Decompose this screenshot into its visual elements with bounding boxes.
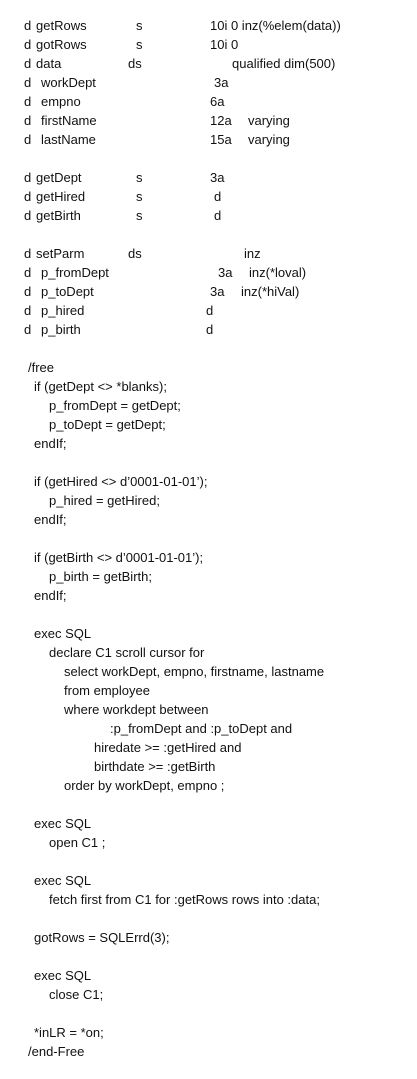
- code-text: exec SQL: [34, 626, 92, 641]
- spec-line: [0, 16, 417, 35]
- code-line: [0, 358, 417, 377]
- code-line: [0, 624, 417, 643]
- field-definition: 3a: [210, 170, 225, 185]
- field-name: lastName: [41, 132, 96, 147]
- code-line: [0, 491, 417, 510]
- code-line: [0, 928, 417, 947]
- spec-prefix: d: [24, 56, 32, 71]
- spec-prefix: d: [24, 265, 32, 280]
- code-line: [0, 662, 417, 681]
- source-code-listing: [0, 16, 417, 1061]
- spec-prefix: d: [24, 18, 32, 33]
- code-line: [0, 567, 417, 586]
- spec-line: [0, 111, 417, 130]
- field-keyword: inz(*loval): [249, 265, 307, 280]
- code-line: [0, 434, 417, 453]
- code-line: [0, 833, 417, 852]
- code-text: gotRows = SQLErrd(3);: [34, 930, 170, 945]
- spec-line: [0, 168, 417, 187]
- blank-line: [0, 1004, 417, 1023]
- field-definition: 10i 0 inz(%elem(data)): [210, 18, 341, 33]
- spec-prefix: d: [24, 303, 32, 318]
- code-line: [0, 966, 417, 985]
- blank-line: [0, 149, 417, 168]
- code-line: [0, 510, 417, 529]
- code-text: p_fromDept = getDept;: [49, 398, 181, 413]
- spec-prefix: d: [24, 132, 32, 147]
- field-type: ds: [128, 56, 142, 71]
- field-name: getRows: [36, 18, 87, 33]
- field-name: data: [36, 56, 62, 71]
- spec-line: [0, 130, 417, 149]
- code-text: /free: [28, 360, 55, 375]
- blank-line: [0, 529, 417, 548]
- blank-line: [0, 909, 417, 928]
- code-text: if (getDept <> *blanks);: [34, 379, 167, 394]
- spec-line: [0, 282, 417, 301]
- field-definition: d: [206, 322, 214, 337]
- code-text: open C1 ;: [49, 835, 106, 850]
- field-definition: 15a: [210, 132, 232, 147]
- field-definition: 12a: [210, 113, 232, 128]
- field-type: s: [136, 37, 143, 52]
- field-keyword: inz(*hiVal): [241, 284, 300, 299]
- field-keyword: varying: [248, 132, 290, 147]
- code-text: declare C1 scroll cursor for: [49, 645, 205, 660]
- field-definition: 3a: [218, 265, 233, 280]
- field-definition: 3a: [214, 75, 229, 90]
- field-definition: d: [206, 303, 214, 318]
- code-text: exec SQL: [34, 873, 92, 888]
- code-line: [0, 738, 417, 757]
- code-text: from employee: [64, 683, 150, 698]
- spec-line: [0, 187, 417, 206]
- code-text: if (getHired <> d’0001-01-01’);: [34, 474, 208, 489]
- code-line: [0, 1023, 417, 1042]
- code-text: hiredate >= :getHired and: [94, 740, 242, 755]
- code-text: order by workDept, empno ;: [64, 778, 225, 793]
- field-name: firstName: [41, 113, 97, 128]
- spec-line: [0, 301, 417, 320]
- code-text: :p_fromDept and :p_toDept and: [110, 721, 293, 736]
- field-type: s: [136, 208, 143, 223]
- code-text: endIf;: [34, 436, 67, 451]
- spec-prefix: d: [24, 322, 32, 337]
- field-name: getDept: [36, 170, 82, 185]
- field-definition: inz: [244, 246, 261, 261]
- code-line: [0, 377, 417, 396]
- code-line: [0, 719, 417, 738]
- code-line: [0, 890, 417, 909]
- field-definition: d: [214, 189, 222, 204]
- code-text: endIf;: [34, 512, 67, 527]
- spec-prefix: d: [24, 170, 32, 185]
- spec-line: [0, 54, 417, 73]
- code-text: p_hired = getHired;: [49, 493, 160, 508]
- field-type: s: [136, 170, 143, 185]
- field-type: s: [136, 18, 143, 33]
- spec-prefix: d: [24, 37, 32, 52]
- code-line: [0, 871, 417, 890]
- blank-line: [0, 852, 417, 871]
- code-line: [0, 548, 417, 567]
- spec-prefix: d: [24, 94, 32, 109]
- blank-line: [0, 947, 417, 966]
- spec-line: [0, 73, 417, 92]
- code-line: [0, 776, 417, 795]
- code-text: where workdept between: [64, 702, 209, 717]
- code-line: [0, 757, 417, 776]
- field-definition: 6a: [210, 94, 225, 109]
- spec-prefix: d: [24, 189, 32, 204]
- spec-line: [0, 92, 417, 111]
- code-text: /end-Free: [28, 1044, 85, 1059]
- field-definition: d: [214, 208, 222, 223]
- code-text: birthdate >= :getBirth: [94, 759, 216, 774]
- field-name: getHired: [36, 189, 86, 204]
- field-name: setParm: [36, 246, 85, 261]
- code-text: p_toDept = getDept;: [49, 417, 166, 432]
- blank-line: [0, 795, 417, 814]
- blank-line: [0, 605, 417, 624]
- blank-line: [0, 453, 417, 472]
- code-line: [0, 814, 417, 833]
- spec-line: [0, 320, 417, 339]
- spec-line: [0, 244, 417, 263]
- field-name: p_hired: [41, 303, 85, 318]
- field-name: gotRows: [36, 37, 87, 52]
- code-text: endIf;: [34, 588, 67, 603]
- field-keyword: varying: [248, 113, 290, 128]
- spec-line: [0, 263, 417, 282]
- code-line: [0, 700, 417, 719]
- code-line: [0, 415, 417, 434]
- field-definition: qualified dim(500): [232, 56, 336, 71]
- code-line: [0, 643, 417, 662]
- code-text: *inLR = *on;: [34, 1025, 104, 1040]
- code-text: fetch first from C1 for :getRows rows into :data;: [49, 892, 320, 907]
- code-text: exec SQL: [34, 816, 92, 831]
- spec-line: [0, 206, 417, 225]
- field-definition: 3a: [210, 284, 225, 299]
- spec-prefix: d: [24, 208, 32, 223]
- field-name: getBirth: [36, 208, 81, 223]
- code-line: [0, 472, 417, 491]
- spec-prefix: d: [24, 246, 32, 261]
- code-line: [0, 681, 417, 700]
- code-text: select workDept, empno, firstname, lastname: [64, 664, 325, 679]
- field-type: ds: [128, 246, 142, 261]
- code-line: [0, 985, 417, 1004]
- blank-line: [0, 339, 417, 358]
- code-line: [0, 586, 417, 605]
- code-line: [0, 1042, 417, 1061]
- field-type: s: [136, 189, 143, 204]
- spec-prefix: d: [24, 113, 32, 128]
- field-name: empno: [41, 94, 81, 109]
- field-name: p_birth: [41, 322, 81, 337]
- spec-prefix: d: [24, 284, 32, 299]
- code-text: close C1;: [49, 987, 104, 1002]
- field-definition: 10i 0: [210, 37, 239, 52]
- field-name: p_toDept: [41, 284, 94, 299]
- field-name: p_fromDept: [41, 265, 109, 280]
- code-text: exec SQL: [34, 968, 92, 983]
- code-text: p_birth = getBirth;: [49, 569, 152, 584]
- spec-line: [0, 35, 417, 54]
- code-text: if (getBirth <> d’0001-01-01’);: [34, 550, 204, 565]
- spec-prefix: d: [24, 75, 32, 90]
- code-line: [0, 396, 417, 415]
- field-name: workDept: [41, 75, 96, 90]
- blank-line: [0, 225, 417, 244]
